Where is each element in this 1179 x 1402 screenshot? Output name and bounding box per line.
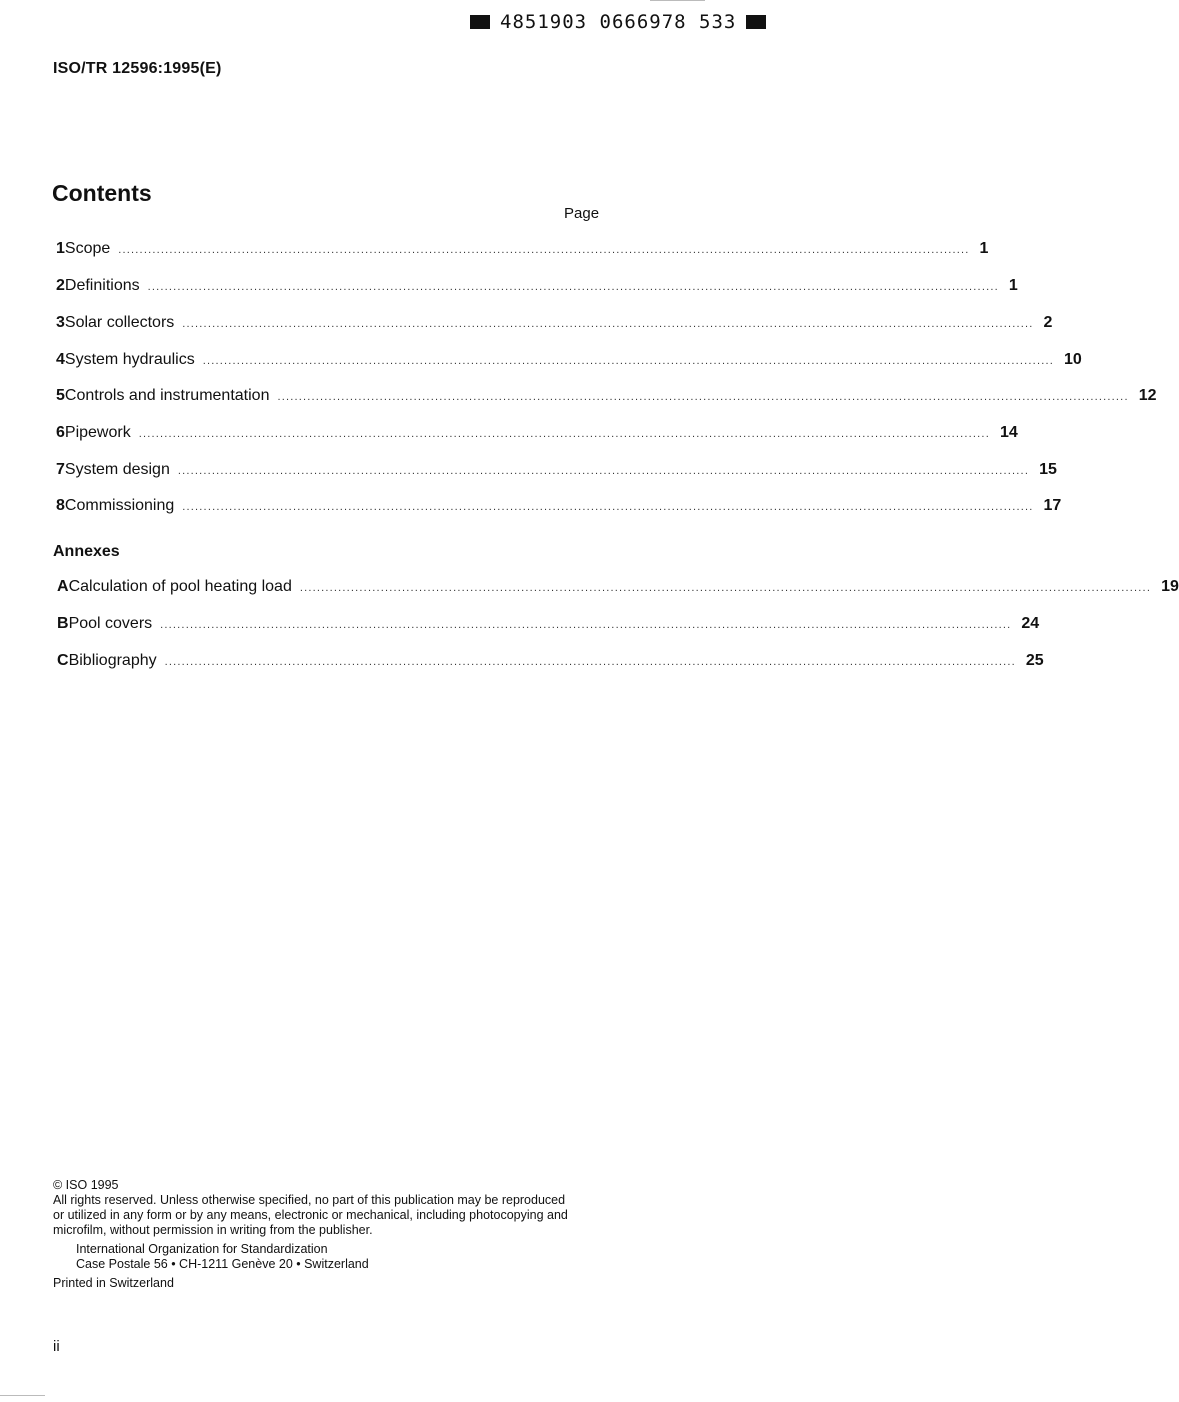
contents-title: Contents <box>52 180 152 206</box>
toc-entry-title: Controls and instrumentation <box>64 387 270 404</box>
toc-entry-solar-collectors[interactable] <box>53 314 1053 338</box>
toc-entry-page: 15 <box>1039 461 1057 478</box>
toc-leader-dots: ........................................................................................................................................................................................................ <box>277 391 1129 403</box>
toc-entry-page: 14 <box>999 424 1018 441</box>
toc-entry-title: System design <box>64 461 170 478</box>
top-edge-rule <box>650 0 705 1</box>
toc-entry-definitions[interactable] <box>53 277 1018 301</box>
barcode-text: 4851903 0666978 533 <box>500 11 737 33</box>
toc-entry-number: 4 <box>56 351 65 368</box>
bottom-edge-rule <box>0 1395 45 1396</box>
toc-leader-dots: ........................................................................................................................................................................................................ <box>160 619 1012 631</box>
barcode-block-left <box>470 15 490 29</box>
organization-postal: Case Postale 56 • CH-1211 Genève 20 • Switzerland <box>76 1257 369 1271</box>
toc-annex-title: Bibliography <box>68 652 157 669</box>
toc-entry-title: System hydraulics <box>64 351 195 368</box>
toc-entry-page: 17 <box>1043 497 1062 514</box>
toc-annex-b[interactable] <box>53 615 1040 639</box>
toc-entry-page: 2 <box>1043 314 1053 331</box>
toc-entry-commissioning[interactable] <box>53 497 1062 521</box>
toc-entry-title: Scope <box>64 240 111 257</box>
copyright-footer <box>53 1178 613 1291</box>
toc-entry-system-hydraulics[interactable] <box>53 351 1082 375</box>
organization-address <box>53 1242 613 1272</box>
toc-entry-number: 1 <box>56 240 65 257</box>
toc-entry-pipework[interactable] <box>53 424 1018 448</box>
toc-leader-dots: ........................................................................................................................................................................................................ <box>182 318 1034 330</box>
toc-annex-letter: A <box>57 578 69 595</box>
toc-leader-dots: ........................................................................................................................................................................................................ <box>182 501 1034 513</box>
toc-annex-title: Pool covers <box>68 615 153 632</box>
toc-leader-dots: ........................................................................................................................................................................................................ <box>147 281 999 293</box>
toc-entry-title: Commissioning <box>64 497 175 514</box>
toc-entry-number: 6 <box>56 424 65 441</box>
toc-entry-controls[interactable] <box>53 387 1157 411</box>
toc-annex-page: 24 <box>1021 615 1040 632</box>
toc-entry-page: 10 <box>1063 351 1082 368</box>
toc-entry-page: 1 <box>979 240 989 257</box>
barcode-strip <box>470 11 766 33</box>
organization-name: International Organization for Standardization <box>76 1242 328 1256</box>
copyright-line: © ISO 1995 <box>53 1178 119 1192</box>
toc-entry-number: 3 <box>56 314 65 331</box>
toc-entry-number: 8 <box>56 497 65 514</box>
toc-entry-number: 7 <box>56 461 65 478</box>
toc-entry-number: 2 <box>56 277 65 294</box>
barcode-block-right <box>746 15 766 29</box>
toc-entry-title: Pipework <box>64 424 131 441</box>
toc-leader-dots: ........................................................................................................................................................................................................ <box>177 465 1030 477</box>
toc-annex-c[interactable] <box>53 652 1044 676</box>
toc-entry-scope[interactable] <box>53 240 989 264</box>
toc-entry-page: 1 <box>1008 277 1018 294</box>
toc-leader-dots: ........................................................................................................................................................................................................ <box>118 244 970 256</box>
toc-leader-dots: ........................................................................................................................................................................................................ <box>164 656 1016 668</box>
toc-annex-page: 19 <box>1161 578 1179 595</box>
toc-annex-a[interactable] <box>53 578 1179 602</box>
toc-annex-title: Calculation of pool heating load <box>68 578 292 595</box>
page-number: ii <box>53 1338 60 1355</box>
rights-line-2: or utilized in any form or by any means, electronic or mechanical, including photocopying and <box>53 1208 568 1222</box>
document-id: ISO/TR 12596:1995(E) <box>53 60 222 77</box>
toc-entry-page: 12 <box>1138 387 1157 404</box>
toc-leader-dots: ........................................................................................................................................................................................................ <box>202 355 1054 367</box>
toc-entry-title: Definitions <box>64 277 140 294</box>
toc-annex-page: 25 <box>1025 652 1044 669</box>
toc-leader-dots: ........................................................................................................................................................................................................ <box>138 428 990 440</box>
toc-entry-title: Solar collectors <box>64 314 175 331</box>
page-column-label: Page <box>564 205 600 222</box>
rights-line-3: microfilm, without permission in writing from the publisher. <box>53 1223 373 1237</box>
printed-in: Printed in Switzerland <box>53 1276 174 1290</box>
toc-entry-system-design[interactable] <box>53 461 1057 485</box>
toc-entry-number: 5 <box>56 387 65 404</box>
toc-annex-letter: B <box>57 615 69 632</box>
rights-line-1: All rights reserved. Unless otherwise specified, no part of this publication may be reproduced <box>53 1193 566 1207</box>
toc-leader-dots: ........................................................................................................................................................................................................ <box>299 582 1152 594</box>
annexes-heading: Annexes <box>53 543 120 560</box>
toc-annex-letter: C <box>57 652 69 669</box>
